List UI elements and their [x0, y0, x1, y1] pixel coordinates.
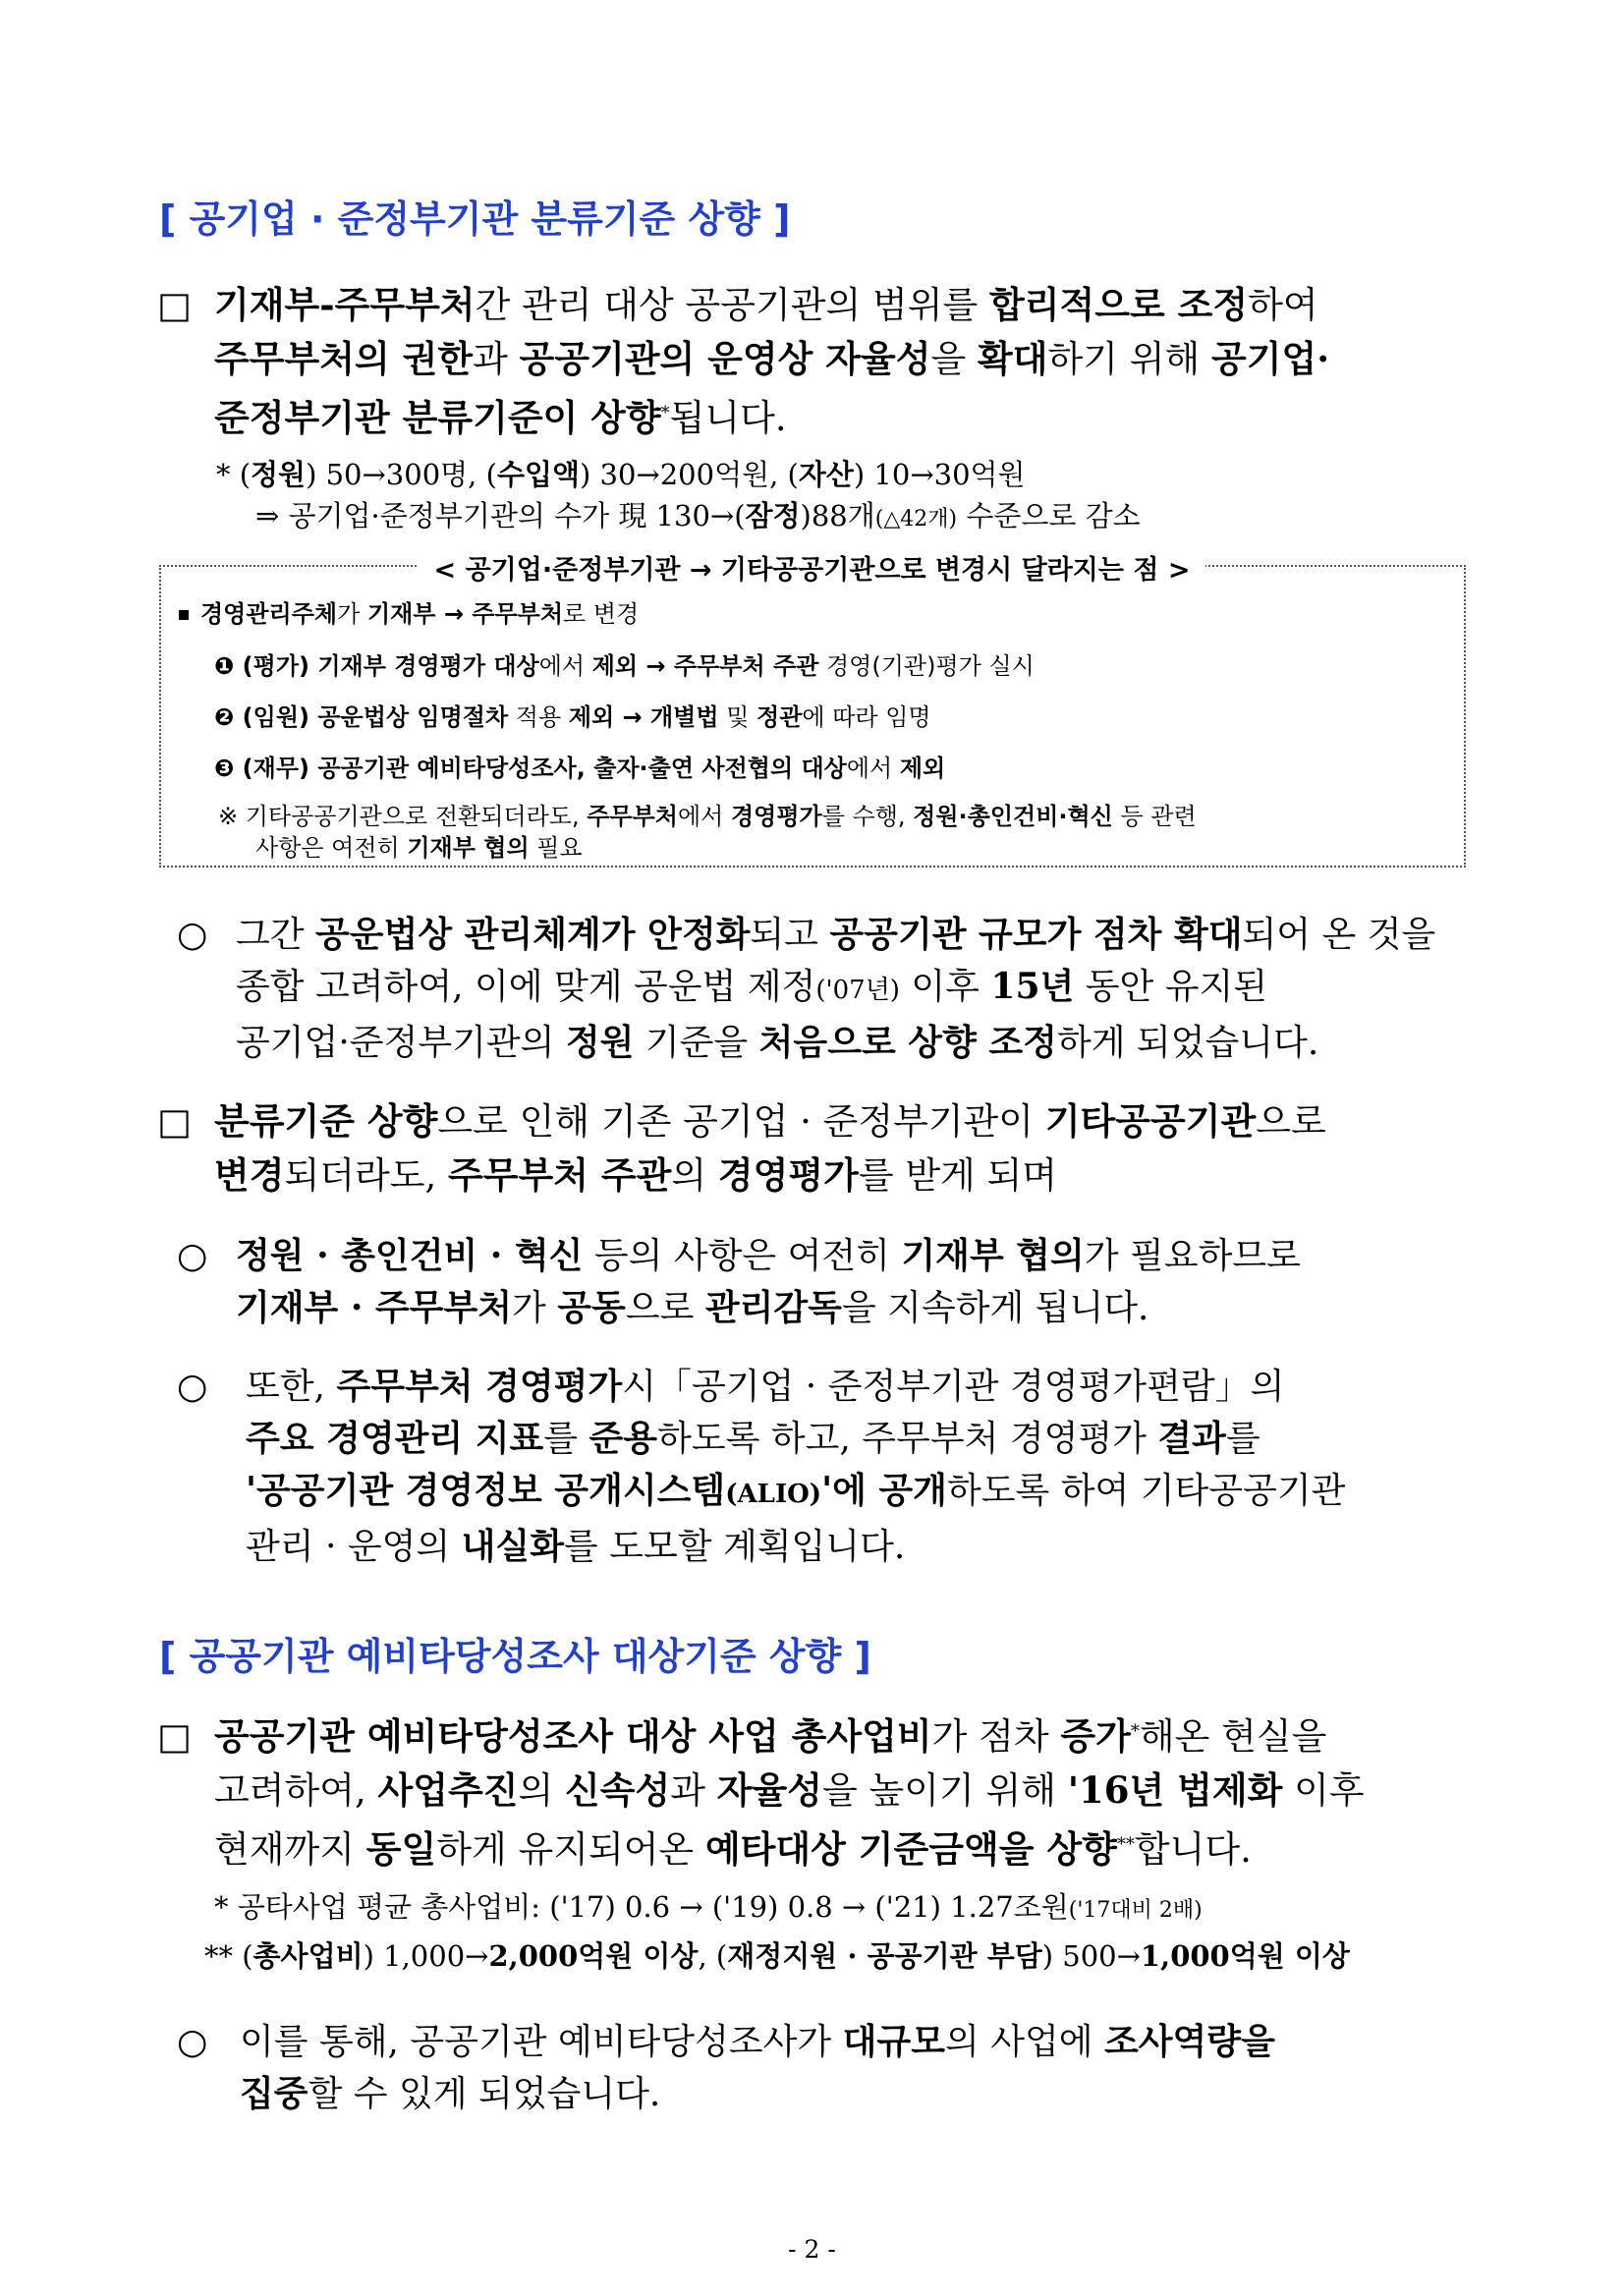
section-title-feasibility: [ 공공기관 예비타당성조사 대상기준 상향 ] — [159, 1635, 871, 1678]
footnote-mark: * — [1130, 1721, 1140, 1742]
text-run: 조사역량을 — [1103, 2021, 1275, 2062]
circle-bullet: ○ — [177, 915, 208, 955]
note-text: 총사업비 — [252, 1939, 364, 1973]
para-line — [214, 1154, 1057, 1197]
text-run: 공기업· — [1211, 337, 1330, 380]
box-text: 경영평가 — [730, 803, 822, 830]
page-number: - 2 - — [788, 2235, 836, 2264]
text-run: 을 높이기 위해 — [821, 1769, 1068, 1812]
text-run: 준용 — [588, 1418, 658, 1459]
box-remark — [218, 801, 1197, 864]
text-run: 공공기관의 운영상 자율성 — [519, 337, 931, 380]
changes-box-title — [0, 548, 1624, 587]
box-item-evaluation — [214, 646, 1035, 681]
note-text: 잠정 — [745, 499, 801, 532]
paragraph-joint-supervision — [177, 1230, 1301, 1334]
paragraph-focus — [177, 2016, 1275, 2120]
para-line — [214, 338, 1329, 380]
text-run: 고려하여, — [214, 1769, 378, 1812]
para-text: 하도록 하여 기타공공기관 — [946, 1471, 1346, 1511]
note-text: ) 500→ — [1041, 1939, 1141, 1973]
para-text: 증가 — [1060, 1714, 1131, 1758]
text-run: 할 수 있게 되었습니다. — [308, 2074, 661, 2114]
text-run: 등의 사항은 여전히 — [583, 1236, 902, 1276]
box-text: 기재부 협의 — [407, 834, 530, 862]
para-line — [214, 284, 1318, 326]
text-run: 기재부 · 주무부처 — [236, 1287, 513, 1328]
text-run: 주무부처 경영평가 — [336, 1366, 623, 1407]
text-run: 의 사업에 — [944, 2022, 1104, 2062]
square-bullet-icon — [179, 610, 189, 620]
section-title-classification: [ 공기업 · 준정부기관 분류기준 상향 ] — [159, 197, 791, 241]
text-run: 결과 — [1157, 1418, 1226, 1459]
note-text: (△42개) — [874, 507, 958, 532]
circle-bullet: ○ — [177, 1236, 208, 1276]
box-text: 정원·총인건비·혁신 — [913, 803, 1113, 830]
footnote-mark: ** — [1116, 1834, 1135, 1855]
text-run: 기재부-주무부처 — [214, 283, 476, 326]
text-run: 자율성 — [716, 1768, 822, 1812]
text-run: 공기업·준정부기관의 — [236, 1023, 566, 1063]
box-text: ※ 기타공공기관으로 전환되더라도, — [218, 803, 588, 830]
note-text: * 공타사업 평균 총사업비: ('17) 0.6 → ('19) 0.8 → ('21) 1.27조원 — [214, 1890, 1069, 1924]
text-run: '16년 법제화 — [1067, 1768, 1283, 1812]
text-run: 이를 통해, 공공기관 예비타당성조사가 — [240, 2022, 843, 2062]
text-run: 사업추진 — [377, 1768, 519, 1812]
para-text: 예타대상 기준금액을 상향 — [704, 1827, 1117, 1871]
text-run: 가 — [512, 1288, 558, 1328]
text-run: 관리감독 — [704, 1287, 842, 1328]
box-text: 에서 — [846, 755, 900, 782]
text-run: 으로 — [625, 1288, 705, 1328]
box-text: 정관 — [756, 703, 803, 731]
text-run: 정원 · 총인건비 · 혁신 — [236, 1235, 584, 1276]
box-text: 가 — [337, 600, 367, 628]
note-text: 수준으로 감소 — [957, 499, 1141, 532]
note-text: 2,000억원 이상 — [488, 1939, 699, 1973]
note-text: * ( — [216, 458, 252, 491]
text-run: 으로 — [1256, 1100, 1326, 1143]
text-run: 공운법상 관리체계가 안정화 — [315, 914, 751, 955]
box-text: 주무부처 — [587, 803, 678, 830]
box-text: 및 — [718, 703, 757, 731]
text-run: 을 지속하게 됩니다. — [841, 1288, 1149, 1328]
text-run: 대규모 — [842, 2021, 945, 2062]
text-run: 주무부처 주관 — [447, 1153, 672, 1197]
para-text: 동안 유지된 — [1074, 967, 1268, 1007]
text-run: 또한, — [246, 1367, 337, 1407]
box-text: 사항은 여전히 — [255, 834, 408, 862]
text-run: 합리적으로 조정 — [989, 283, 1249, 326]
para-text: 15년 — [990, 966, 1075, 1007]
para-line — [214, 1100, 1326, 1143]
box-text: 에서 — [677, 803, 731, 830]
text-run: 분류기준 상향 — [214, 1099, 438, 1143]
box-text: 등 관련 — [1112, 803, 1197, 830]
para-line — [236, 915, 1435, 955]
text-run: 하기 위해 — [1047, 338, 1212, 380]
text-run: 내실화 — [461, 1526, 564, 1567]
text-run: 하여 — [1248, 284, 1318, 326]
text-run: 공동 — [557, 1287, 626, 1328]
text-run: 되더라도, — [284, 1154, 448, 1197]
note-text: 정원 — [251, 458, 307, 491]
text-run: 을 — [930, 338, 979, 380]
text-run: 공공기관 규모가 점차 확대 — [829, 914, 1243, 955]
text-run: 신속성 — [564, 1768, 671, 1812]
para-line — [240, 2022, 1275, 2062]
para-line — [236, 1023, 1318, 1063]
note-text: 재정지원 · 공공기관 부담 — [727, 1939, 1042, 1973]
text-run: 하도록 하고, 주무부처 경영평가 — [657, 1419, 1158, 1459]
note-text: ) 50→300명, ( — [306, 458, 497, 491]
para-text: 해온 현실을 — [1139, 1715, 1327, 1758]
para-text: 가 점차 — [931, 1715, 1061, 1758]
box-text: 경영관리주체 — [200, 600, 338, 628]
text-run: 이후 — [1282, 1769, 1365, 1812]
box-item-executives — [214, 698, 931, 732]
box-text: 적용 — [508, 703, 569, 731]
text-run: 를 — [543, 1419, 589, 1459]
paragraph-reclassification — [157, 1094, 1326, 1203]
text-run: 기준을 — [634, 1023, 759, 1063]
note-text: 1,000억원 이상 — [1140, 1939, 1350, 1973]
text-run: 주무부처의 권한 — [214, 337, 474, 380]
box-text: 를 수행, — [821, 803, 914, 830]
para-text: 이후 — [899, 967, 991, 1007]
footnote-budget — [204, 1884, 1350, 1979]
box-text: 경영(기관)평가 실시 — [818, 652, 1035, 680]
para-text: 동일 — [365, 1827, 437, 1871]
para-text: 준정부기관 분류기준이 상향 — [214, 396, 661, 439]
paragraph-stabilization — [177, 909, 1435, 1069]
para-text: ('07년) — [815, 976, 900, 1005]
text-run: 관리 · 운영의 — [246, 1527, 462, 1567]
note-text: ('17대비 2배) — [1068, 1898, 1203, 1923]
text-run: 를 — [1225, 1419, 1260, 1459]
box-text: ❸ (재무) 공공기관 예비타당성조사, 출자·출연 사전협의 대상 — [214, 755, 847, 782]
para-text: 종합 고려하여, 이에 맞게 공운법 제정 — [236, 967, 816, 1007]
text-run: 하게 되었습니다. — [1056, 1023, 1319, 1063]
text-run: 를 받게 되며 — [858, 1154, 1058, 1197]
note-text: ⇒ 공기업·준정부기관의 수가 現 130→( — [255, 499, 746, 532]
text-run: 경영평가 — [717, 1153, 859, 1197]
box-text: 로 변경 — [563, 600, 640, 628]
text-run: 간 관리 대상 공공기관의 범위를 — [475, 284, 990, 326]
text-run: 처음으로 상향 조정 — [758, 1022, 1057, 1063]
note-text: ) 10→30억원 — [853, 458, 1026, 491]
para-text: 공공기관 예비타당성조사 대상 사업 총사업비 — [214, 1714, 932, 1758]
text-run: 과 — [670, 1769, 717, 1812]
para-text: 됩니다. — [669, 397, 787, 439]
text-run: 의 — [518, 1769, 565, 1812]
box-title-text: < 공기업·준정부기관 → 기타공공기관으로 변경시 달라지는 점 > — [419, 555, 1206, 586]
box-text: ❷ (임원) 공운법상 임명절차 — [214, 703, 509, 731]
paragraph-evaluation-disclosure — [177, 1361, 1345, 1573]
para-line — [214, 1769, 1365, 1812]
box-item-management — [179, 594, 639, 629]
text-run: 를 도모할 계획입니다. — [563, 1527, 906, 1567]
para-text: '공공기관 경영정보 공개시스템 — [246, 1470, 726, 1511]
box-text: 제외 — [899, 755, 946, 782]
box-text: 에서 — [538, 652, 592, 680]
box-text: ❶ (평가) 기재부 경영평가 대상 — [214, 652, 539, 680]
box-text: 제외 → 개별법 — [568, 703, 719, 731]
para-line — [236, 1236, 1301, 1276]
text-run: 과 — [473, 338, 520, 380]
text-run: 으로 인해 기존 공기업 · 준정부기관이 — [437, 1100, 1045, 1143]
square-bullet: □ — [157, 1100, 192, 1143]
note-text: ** ( — [204, 1939, 253, 1973]
text-run: 가 필요하므로 — [1084, 1236, 1301, 1276]
text-run: 기재부 협의 — [901, 1235, 1085, 1276]
footnote-mark: * — [660, 403, 670, 423]
text-run: 변경 — [214, 1153, 285, 1197]
para-text: 현재까지 — [214, 1828, 366, 1871]
para-text: (ALIO) — [725, 1480, 822, 1509]
text-run: 확대 — [978, 337, 1048, 380]
paragraph-classification-intro — [157, 278, 1329, 445]
para-text: '에 — [821, 1470, 879, 1511]
para-line — [246, 1367, 1284, 1407]
para-line — [246, 1527, 905, 1567]
para-text: 하게 유지되어온 — [436, 1828, 705, 1871]
note-text: 자산 — [798, 458, 854, 491]
square-bullet: □ — [157, 1715, 192, 1758]
box-item-finance — [214, 749, 945, 783]
text-run: 기타공공기관 — [1044, 1099, 1257, 1143]
note-text: 수입액 — [496, 458, 580, 491]
text-run: 시「공기업 · 준정부기관 경영평가편람」의 — [622, 1367, 1285, 1407]
box-text: 에 따라 임명 — [802, 703, 931, 731]
circle-bullet: ○ — [177, 2022, 208, 2062]
note-text: ) 30→200억원, ( — [579, 458, 799, 491]
note-text: ) 1,000→ — [363, 1939, 489, 1973]
para-line — [240, 2074, 660, 2114]
circle-bullet: ○ — [177, 1367, 208, 1407]
text-run: 되고 — [750, 915, 830, 955]
para-text: 공개 — [878, 1470, 947, 1511]
box-text: 제외 → 주무부처 주관 — [591, 652, 819, 680]
note-text: )88개 — [800, 499, 875, 532]
para-text: 합니다. — [1134, 1828, 1252, 1871]
note-text: , ( — [698, 1939, 728, 1973]
footnote-criteria — [216, 454, 1141, 540]
text-run: 그간 — [236, 915, 315, 955]
box-text: 필요 — [529, 834, 583, 862]
text-run: 집중 — [240, 2073, 308, 2114]
para-line — [236, 1288, 1149, 1328]
text-run: 정원 — [565, 1022, 635, 1063]
text-run: 의 — [671, 1154, 718, 1197]
box-text: 기재부 → 주무부처 — [366, 600, 564, 628]
text-run: 되어 온 것을 — [1242, 915, 1436, 955]
para-line — [246, 1419, 1260, 1459]
square-bullet: □ — [157, 284, 192, 326]
text-run: 주요 경영관리 지표 — [246, 1418, 544, 1459]
paragraph-feasibility-intro — [157, 1705, 1365, 1876]
